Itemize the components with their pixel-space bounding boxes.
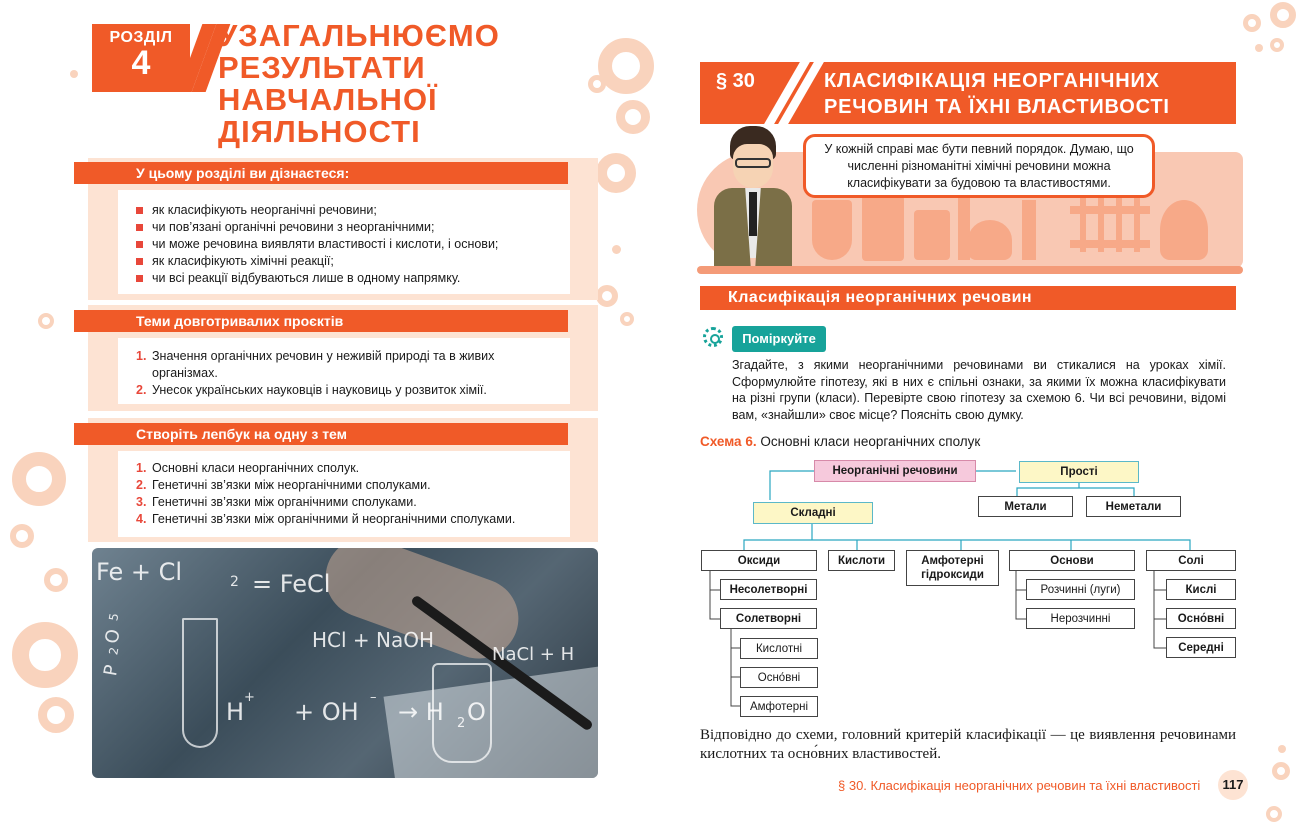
speech-bubble: У кожній справі має бути певний порядок. Думаю, що численні різноманітні хімічні речовини можна класифікувати за будовою та властивостями. bbox=[803, 134, 1155, 198]
photo-formula: 2 bbox=[106, 646, 122, 656]
conclusion-text: Відповідно до схеми, головний критерій класифікації — це виявлення речовинами кислотних та осно́вних властивостей. bbox=[700, 727, 1236, 762]
item-text: Основні класи неорганічних сполук. bbox=[152, 461, 360, 475]
think-label: Поміркуйте bbox=[732, 326, 826, 352]
section-title-line: РЕЧОВИН ТА ЇХНІ ВЛАСТИВОСТІ bbox=[824, 96, 1170, 118]
schema-title: Основні класи неорганічних сполук bbox=[760, 434, 981, 449]
learn-item: чи всі реакції відбуваються лише в одному напрямку. bbox=[136, 270, 566, 287]
photo-formula: H bbox=[226, 698, 245, 726]
photo-formula: = FeCl bbox=[252, 570, 331, 598]
task-text: Згадайте, з якими неорганічними речовинами ви стикалися на уроках хімії. Сформулюйте гіпотезу, які в них є спільні ознаки, за якими їх можна класифікувати на різні групи (класи). Перевірте свою гіпотезу за схемою 6. Чи всі речовини, відомі вам, «знайшли» своє місце? Поясніть свою думку. bbox=[732, 358, 1226, 422]
page-number: 117 bbox=[1218, 770, 1248, 800]
photo-formula: → H bbox=[398, 698, 444, 726]
learn-section-heading: У цьому розділі ви дізнаєтеся: bbox=[74, 162, 568, 184]
node-insoluble-bases: Нерозчинні bbox=[1026, 608, 1135, 629]
photo-formula: Fe + Cl bbox=[96, 558, 183, 586]
node-metals: Метали bbox=[978, 496, 1073, 517]
item-number: 2. bbox=[136, 383, 147, 397]
item-number: 1. bbox=[136, 349, 147, 363]
photo-formula: HCl + NaOH bbox=[312, 628, 435, 652]
node-amphoteric-hydroxides bbox=[906, 550, 999, 586]
node-acidic-oxides: Кислотні bbox=[740, 638, 818, 659]
node-simple: Прості bbox=[1019, 461, 1139, 483]
photo-formula: P bbox=[100, 663, 123, 678]
node-basic-oxides: Осно́вні bbox=[740, 667, 818, 688]
photo-formula: 5 bbox=[106, 612, 122, 622]
learn-item: як класифікують неорганічні речовини; bbox=[136, 202, 566, 219]
chapter-number: 4 bbox=[131, 44, 151, 82]
photo-formula: + bbox=[244, 690, 255, 705]
learn-item: чи пов’язані органічні речовини з неорганічними; bbox=[136, 219, 566, 236]
projects-section-heading: Теми довготривалих проєктів bbox=[74, 310, 568, 332]
node-text-line: Амфотерні bbox=[921, 555, 984, 567]
item-number: 2. bbox=[136, 478, 147, 492]
photo-formula: O bbox=[101, 627, 125, 646]
photo-formula: – bbox=[370, 690, 377, 705]
item-text: Значення органічних речовин у неживій природі та в живих організмах. bbox=[152, 349, 495, 380]
node-inorganic-substances: Неорганічні речовини bbox=[814, 460, 976, 482]
node-complex: Складні bbox=[753, 502, 873, 524]
item-number: 4. bbox=[136, 512, 147, 526]
photo-formula: + OH bbox=[294, 698, 359, 726]
section-number: § 30 bbox=[716, 70, 755, 92]
node-text-line: гідроксиди bbox=[921, 569, 984, 581]
node-salt-forming: Солетворні bbox=[720, 608, 817, 629]
node-basic-salts: Осно́вні bbox=[1166, 608, 1236, 629]
photo-formula: NaCl + H bbox=[492, 644, 575, 665]
section-title-line: КЛАСИФІКАЦІЯ НЕОРГАНІЧНИХ bbox=[824, 70, 1160, 92]
photo-formula: 2 bbox=[457, 716, 466, 731]
node-nonmetals: Неметали bbox=[1086, 496, 1181, 517]
chapter-label: РОЗДІЛ bbox=[109, 29, 173, 46]
photo-formula: 2 bbox=[230, 574, 239, 590]
item-text: Унесок українських науковців і науковиць у розвиток хімії. bbox=[152, 383, 487, 397]
learn-item: як класифікують хімічні реакції; bbox=[136, 253, 566, 270]
node-normal-salts: Середні bbox=[1166, 637, 1236, 658]
item-text: Генетичні зв’язки між органічними сполуками. bbox=[152, 495, 417, 509]
page-footer: § 30. Класифікація неорганічних речовин та їхні властивості bbox=[838, 778, 1201, 793]
node-acid-salts: Кислі bbox=[1166, 579, 1236, 600]
learn-item: чи може речовина виявляти властивості і кислоти, і основи; bbox=[136, 236, 566, 253]
lapbook-section-heading: Створіть лепбук на одну з тем bbox=[74, 423, 568, 445]
item-text: Генетичні зв’язки між органічними й неорганічними сполуками. bbox=[152, 512, 516, 526]
subsection-heading: Класифікація неорганічних речовин bbox=[700, 286, 1236, 310]
node-bases: Основи bbox=[1009, 550, 1135, 571]
item-number: 3. bbox=[136, 495, 147, 509]
photo-formula: O bbox=[467, 698, 486, 726]
schema-label: Схема 6. bbox=[700, 434, 757, 449]
node-soluble-bases: Розчинні (луги) bbox=[1026, 579, 1135, 600]
node-amphoteric-oxides: Амфотерні bbox=[740, 696, 818, 717]
item-number: 1. bbox=[136, 461, 147, 475]
node-salts: Солі bbox=[1146, 550, 1236, 571]
node-oxides: Оксиди bbox=[701, 550, 817, 571]
item-text: Генетичні зв’язки між неорганічними сполуками. bbox=[152, 478, 431, 492]
chapter-title: УЗАГАЛЬНЮЄМО РЕЗУЛЬТАТИ НАВЧАЛЬНОЇ ДІЯЛЬНОСТІ bbox=[218, 18, 500, 149]
node-acids: Кислоти bbox=[828, 550, 895, 571]
node-non-salt-forming: Несолетворні bbox=[720, 579, 817, 600]
